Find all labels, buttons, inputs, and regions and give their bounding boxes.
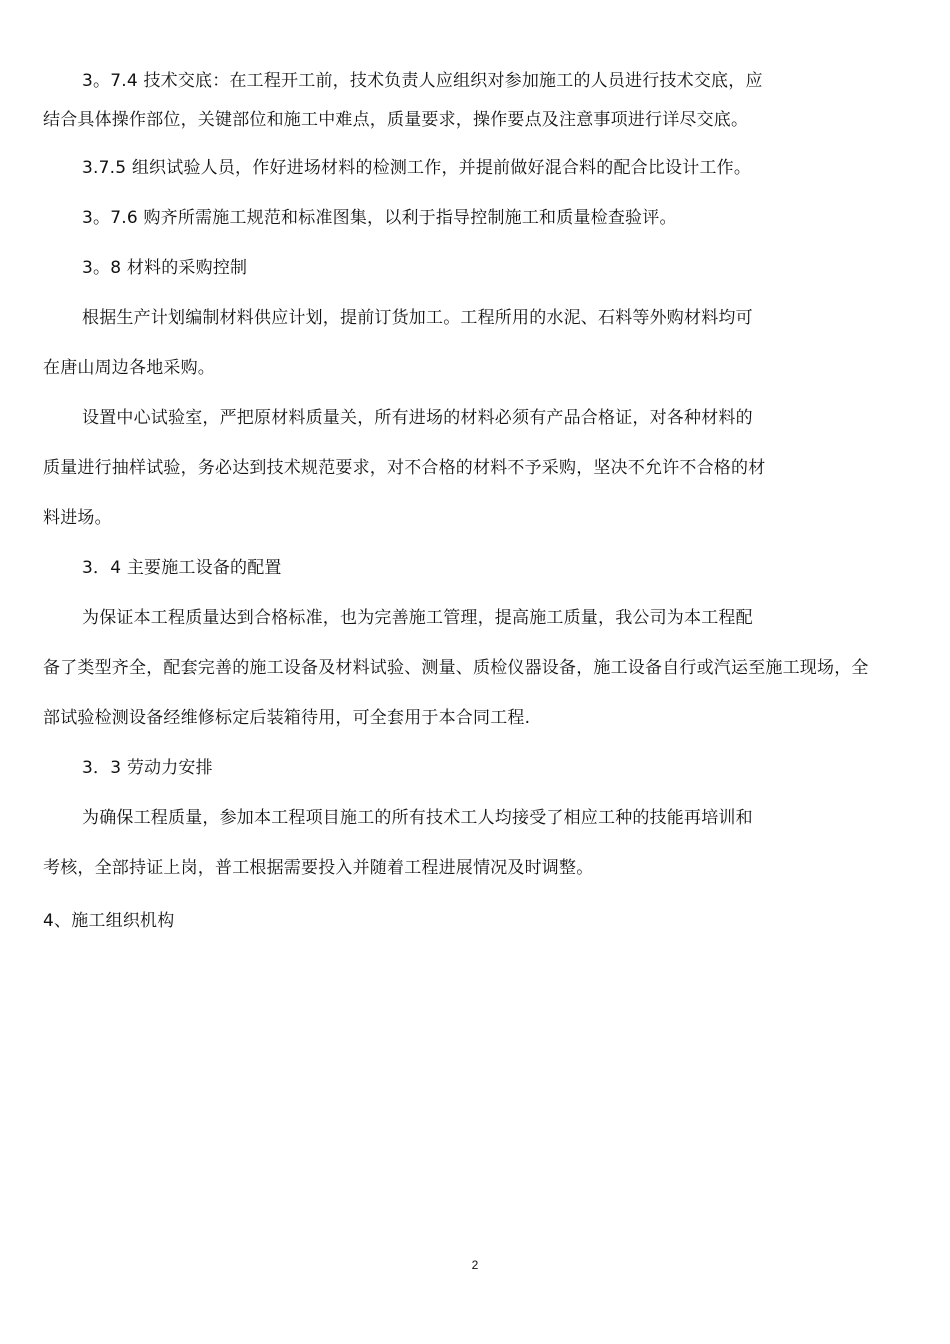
section-heading-3-4: 3．4 主要施工设备的配置	[82, 558, 282, 578]
text-line-lab-c: 料进场。	[43, 508, 112, 528]
text-line-equipment-b: 备了类型齐全，配套完善的施工设备及材料试验、测量、质检仪器设备，施工设备自行或汽运至施工现场，全	[43, 658, 869, 678]
section-heading-4: 4、施工组织机构	[43, 911, 175, 931]
text-line-procurement-b: 在唐山周边各地采购。	[43, 358, 215, 378]
text-line-labor-b: 考核，全部持证上岗，普工根据需要投入并随着工程进展情况及时调整。	[43, 858, 594, 878]
page-number: 2	[471, 1258, 479, 1272]
section-heading-3-8: 3。8 材料的采购控制	[82, 258, 248, 278]
text-line-labor-a: 为确保工程质量，参加本工程项目施工的所有技术工人均接受了相应工种的技能再培训和	[82, 808, 753, 828]
text-line-3-7-6: 3。7.6 购齐所需施工规范和标准图集，以利于指导控制施工和质量检查验评。	[82, 208, 677, 228]
text-line-equipment-a: 为保证本工程质量达到合格标准，也为完善施工管理，提高施工质量，我公司为本工程配	[82, 608, 753, 628]
text-line-3-7-5: 3.7.5 组织试验人员，作好进场材料的检测工作，并提前做好混合料的配合比设计工作。	[82, 158, 752, 178]
text-line-3-7-4-b: 结合具体操作部位，关键部位和施工中难点，质量要求，操作要点及注意事项进行详尽交底。	[43, 110, 749, 130]
text-line-procurement-a: 根据生产计划编制材料供应计划，提前订货加工。工程所用的水泥、石料等外购材料均可	[82, 308, 753, 328]
text-line-3-7-4-a: 3。7.4 技术交底：在工程开工前，技术负责人应组织对参加施工的人员进行技术交底，应	[82, 71, 763, 91]
section-heading-3-3: 3．3 劳动力安排	[82, 758, 213, 778]
text-line-lab-a: 设置中心试验室，严把原材料质量关，所有进场的材料必须有产品合格证，对各种材料的	[82, 408, 753, 428]
text-line-equipment-c: 部试验检测设备经维修标定后装箱待用，可全套用于本合同工程.	[43, 708, 531, 728]
text-line-lab-b: 质量进行抽样试验，务必达到技术规范要求，对不合格的材料不予采购，坚决不允许不合格的材	[43, 458, 766, 478]
